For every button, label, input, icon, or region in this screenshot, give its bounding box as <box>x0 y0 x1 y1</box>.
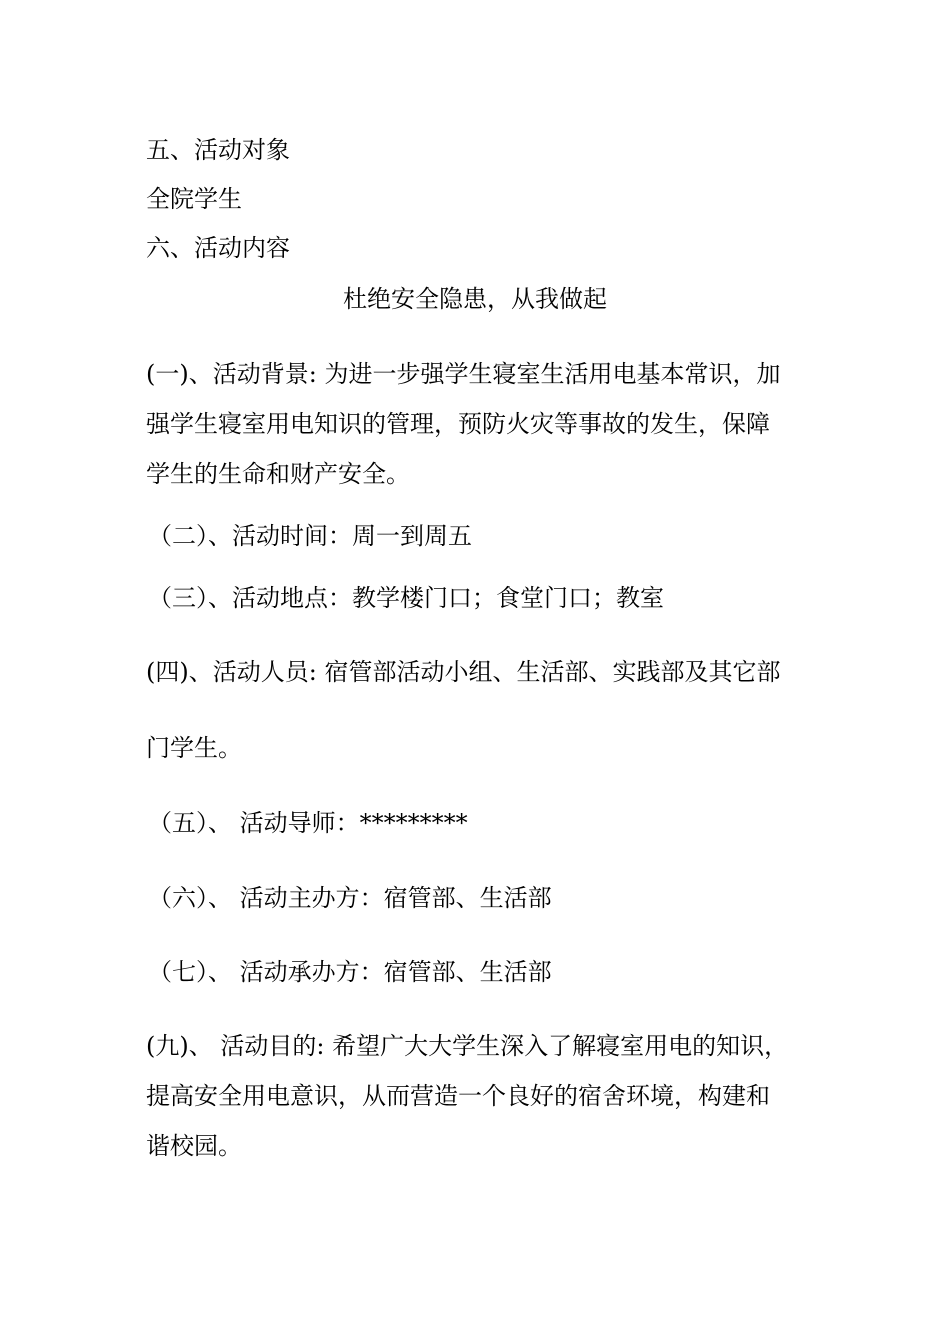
activity-people-line-1: (四)、活动人员: 宿管部活动小组、生活部、实践部及其它部 <box>146 658 781 686</box>
activity-people-line-2: 门学生。 <box>146 734 242 762</box>
background-line-1: (一)、活动背景: 为进一步强学生寝室生活用电基本常识，加 <box>146 360 781 388</box>
activity-target-text: 全院学生 <box>146 185 242 213</box>
activity-organizer: （七）、 活动承办方：宿管部、生活部 <box>148 958 552 986</box>
purpose-line-2: 提高安全用电意识，从而营造一个良好的宿舍环境，构建和 <box>146 1082 770 1110</box>
background-line-2: 强学生寝室用电知识的管理，预防火灾等事故的发生，保障 <box>146 410 770 438</box>
section-heading-activity-content: 六、活动内容 <box>146 234 290 262</box>
activity-place: （三）、活动地点：教学楼门口；食堂门口；教室 <box>148 584 664 612</box>
activity-host: （六）、 活动主办方：宿管部、生活部 <box>148 884 552 912</box>
purpose-line-1: (九)、 活动目的: 希望广大大学生深入了解寝室用电的知识， <box>146 1032 789 1060</box>
document-title: 杜绝安全隐患，从我做起 <box>343 285 607 313</box>
activity-time: （二）、活动时间：周一到周五 <box>148 522 472 550</box>
background-line-3: 学生的生命和财产安全。 <box>146 460 410 488</box>
activity-mentor: （五）、 活动导师：********* <box>148 809 468 837</box>
purpose-line-3: 谐校园。 <box>146 1132 242 1160</box>
section-heading-activity-target: 五、活动对象 <box>146 136 290 164</box>
